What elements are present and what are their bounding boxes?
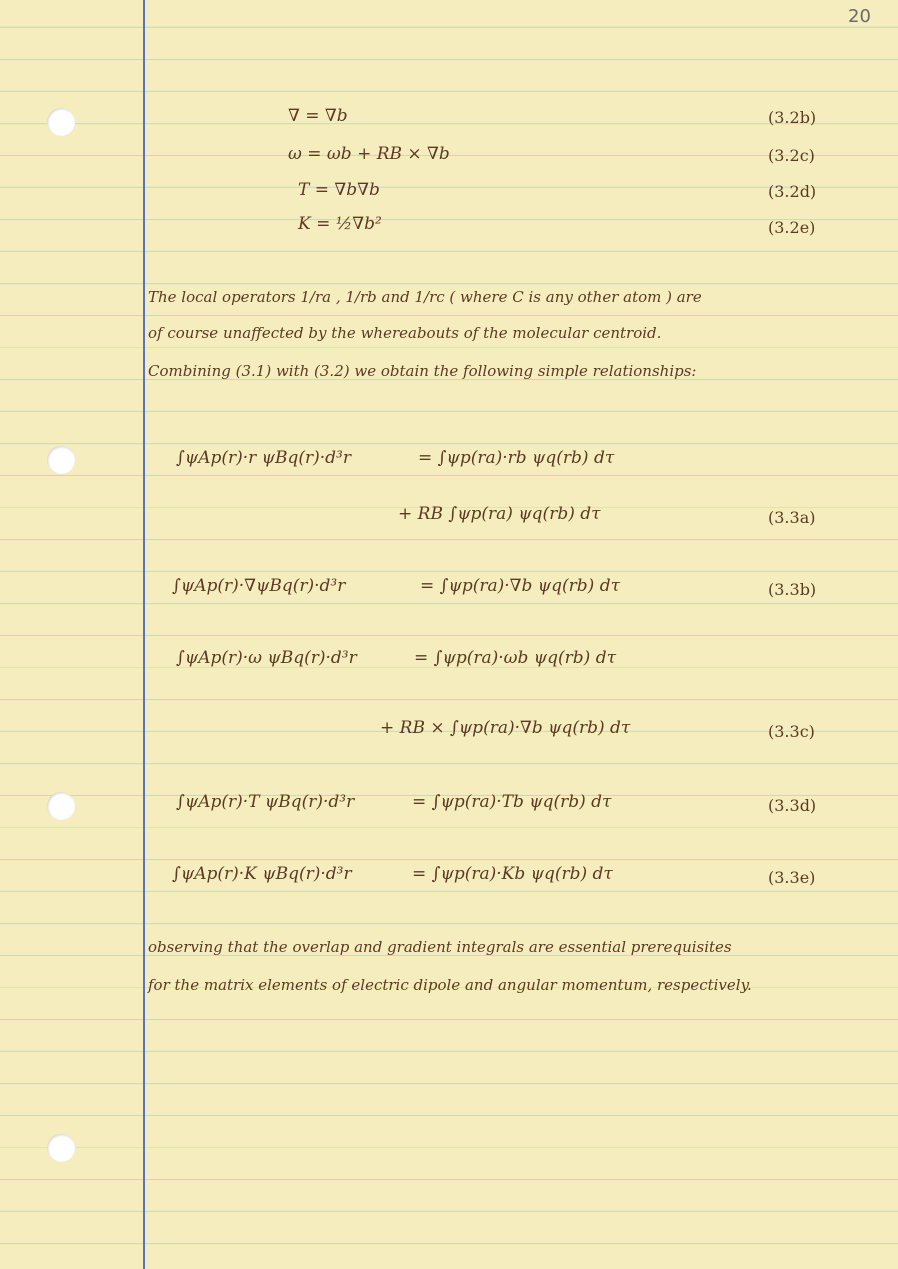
paragraph-1-line-3: Combining (3.1) with (3.2) we obtain the following simple relationships: — [148, 362, 697, 380]
equation-number-3-3a: (3.3a) — [768, 508, 816, 527]
paragraph-2-line-2: for the matrix elements of electric dipole and angular momentum, respectively. — [148, 976, 752, 994]
equation-3-3b-lhs: ∫ψAp(r)·∇ψBq(r)·d³r — [172, 576, 346, 596]
equation-3-3a-rhs-2: + RB ∫ψp(ra) ψq(rb) dτ — [398, 504, 601, 524]
equation-3-3a-lhs: ∫ψAp(r)·r ψBq(r)·d³r — [176, 448, 351, 468]
paragraph-1-line-1: The local operators 1/ra , 1/rb and 1/rc ( where C is any other atom ) are — [148, 288, 702, 306]
equation-number-3-3c: (3.3c) — [768, 722, 815, 741]
binder-hole-4 — [47, 1134, 75, 1162]
paragraph-2-line-1: observing that the overlap and gradient integrals are essential prerequisites — [148, 938, 732, 956]
equation-3-3e-rhs: = ∫ψp(ra)·Kb ψq(rb) dτ — [412, 864, 613, 884]
page-number: 20 — [848, 6, 871, 27]
equation-3-3b-rhs: = ∫ψp(ra)·∇b ψq(rb) dτ — [420, 576, 620, 596]
paragraph-1-line-2: of course unaffected by the whereabouts of the molecular centroid. — [148, 324, 662, 342]
equation-3-2c: ω = ωb + RB × ∇b — [288, 144, 450, 164]
equation-3-2d: T = ∇b∇b — [298, 180, 380, 200]
equation-3-3a-rhs-1: = ∫ψp(ra)·rb ψq(rb) dτ — [418, 448, 615, 468]
equation-3-3e-lhs: ∫ψAp(r)·K ψBq(r)·d³r — [172, 864, 352, 884]
binder-hole-2 — [47, 446, 75, 474]
margin-line — [143, 0, 145, 1269]
binder-hole-3 — [47, 792, 75, 820]
equation-3-3d-lhs: ∫ψAp(r)·T ψBq(r)·d³r — [176, 792, 355, 812]
equation-3-2e: K = ½∇b² — [298, 214, 382, 234]
equation-number-3-3b: (3.3b) — [768, 580, 817, 599]
equation-3-3c-rhs-2: + RB × ∫ψp(ra)·∇b ψq(rb) dτ — [380, 718, 631, 738]
equation-3-2b: ∇ = ∇b — [288, 106, 348, 126]
equation-number-3-2c: (3.2c) — [768, 146, 815, 165]
equation-number-3-3d: (3.3d) — [768, 796, 817, 815]
equation-number-3-2b: (3.2b) — [768, 108, 817, 127]
equation-3-3c-rhs-1: = ∫ψp(ra)·ωb ψq(rb) dτ — [414, 648, 616, 668]
equation-number-3-3e: (3.3e) — [768, 868, 816, 887]
equation-3-3c-lhs: ∫ψAp(r)·ω ψBq(r)·d³r — [176, 648, 357, 668]
equation-3-3d-rhs: = ∫ψp(ra)·Tb ψq(rb) dτ — [412, 792, 612, 812]
equation-number-3-2d: (3.2d) — [768, 182, 817, 201]
equation-number-3-2e: (3.2e) — [768, 218, 816, 237]
binder-hole-1 — [47, 108, 75, 136]
